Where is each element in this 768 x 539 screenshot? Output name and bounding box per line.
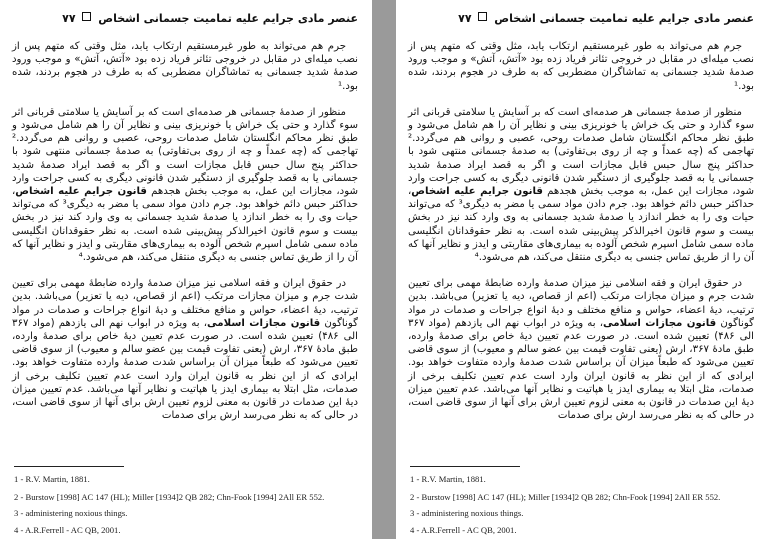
- page-number: ۷۷: [458, 12, 472, 25]
- paragraph-2-tail: ، حداکثر حبس دائم خواهد بود. جرم دادن مواد سمی یا مضر به دیگری³ که می‌تواند حیات وی را به خطر اندازد یا صدمهٔ شدید جسمانی به وی وارد کند نیز در بخش بیست و سوم قانون اخیرالذکر پیش‌بینی شده است. به نظر حقوقدانان انگلیسی ماده سمی شامل اسپرم شخص آلوده به بیماری‌های مقاربتی و ایدز و نظایر آنها که آن را از طریق تماس جنسی به دیگری منتقل می‌کند، هم می‌شود.⁴: [408, 186, 754, 264]
- footnote-1: 1 - R.V. Martin, 1881.: [14, 474, 90, 484]
- law-title-bold: قانون مجازات اسلامی: [603, 317, 717, 329]
- square-ornament-icon: [478, 12, 487, 21]
- law-title-bold: قانون جرایم علیه اشخاص: [15, 186, 147, 198]
- paragraph-1: جرم هم می‌تواند به طور غیرمستقیم ارتکاب یابد، مثل وقتی که متهم پس از نصب میله‌ای در مقابل در خروجی تئاتر فریاد زده بود «آتش، آتش» و موجب ورود صدمهٔ شدید جسمانی به تماشاگران مضطربی که به طرف در هجوم بردند، شده بود.¹: [12, 41, 358, 92]
- page-right: [396, 0, 768, 539]
- paragraph-2-text: منظور از صدمهٔ جسمانی هر صدمه‌ای است که بر آسایش یا سلامتی قربانی اثر سوء گذارد و حتی یک خراش یا خونریزی بینی و نظایر آن را هم شامل می‌شود و طبق نظر محاکم انگلستان شامل صدمات روحی، عصبی و روانی هم می‌گردد.² تهاجمی که (چه عمداً و چه از روی بی‌تفاوتی) به صدمهٔ جسمانی منتهی شود با حداکثر پنج سال حبس قابل مجازات است و اگر به قصد ایراد صدمهٔ شدید جسمانی یا به قصد جلوگیری از دستگیر شدن قانونی دیگری به کسی جراحت وارد شود، مجازات این عمل، به موجب بخش هجدهم: [12, 106, 358, 198]
- footnote-4: 4 - A.R.Ferrell - AC QB, 2001.: [14, 525, 121, 535]
- page-body: [408, 40, 754, 435]
- law-title-bold: قانون جرایم علیه اشخاص: [411, 186, 543, 198]
- paragraph-2: [408, 106, 754, 264]
- paragraph-3: [12, 277, 358, 422]
- page-body: [12, 40, 358, 435]
- footnote-separator: [14, 466, 124, 467]
- header-title: عنصر مادی جرایم علیه تمامیت جسمانی اشخاص: [98, 12, 358, 25]
- footnote-1: 1 - R.V. Martin, 1881.: [410, 474, 486, 484]
- footnote-3: 3 - administering noxious things.: [410, 508, 524, 518]
- page-left: [0, 0, 372, 539]
- paragraph-3-text: در حقوق ایران و فقه اسلامی نیز میزان صدمهٔ وارده ضابطهٔ مهمی برای تعیین شدت جرم و میزان مجازات مرتکب (اعم از قصاص، دیه یا تعزیر) می‌باشد. بدین ترتیب، دیهٔ اعضاء، حواس و منافع مختلف و دیهٔ انواع جراحات و صدمات در مواد گوناگون: [12, 278, 358, 329]
- paragraph-3-tail: ، به ویژه در ابواب نهم الی یازدهم (مواد ۳۶۷ الی ۴۸۶) تعیین شده است. در صورت عدم تعیین دیهٔ خاص برای صدمهٔ وارده، طبق مادهٔ ۳۶۷، ارش (یعنی تفاوت قیمت بین عضو سالم و معیوب) از سوی قاضی تعیین می‌شود که طبعاً میزان آن براساس شدت صدمهٔ وارده متفاوت خواهد بود. ایرادی که از این نظر به قانون ایران وارد است عدم تعیین تکلیف برخی از صدمات، مثل ابتلا به بیماری ایدز یا هپاتیت و نظایر آنها می‌باشد. عدم تعیین میزان دیهٔ این صدمات در قانون به معنی لزوم تعیین ارش برای آنها از سوی قاضی است، در حالی که به نظر می‌رسد ارش برای صدمات: [408, 317, 754, 422]
- footnote-2: 2 - Burstow [1998] AC 147 (HL); Miller [1934]2 QB 282; Chn-Fook [1994] 2All ER 552.: [14, 492, 325, 502]
- paragraph-1: جرم هم می‌تواند به طور غیرمستقیم ارتکاب یابد، مثل وقتی که متهم پس از نصب میله‌ای در مقابل در خروجی تئاتر فریاد زده بود «آتش، آتش» و موجب ورود صدمهٔ شدید جسمانی به تماشاگران مضطربی که به طرف در هجوم بردند، شده بود.¹: [408, 41, 754, 92]
- footnote-2: 2 - Burstow [1998] AC 147 (HL); Miller [1934]2 QB 282; Chn-Fook [1994] 2All ER 552.: [410, 492, 721, 502]
- footnote-4: 4 - A.R.Ferrell - AC QB, 2001.: [410, 525, 517, 535]
- page-number: ۷۷: [62, 12, 76, 25]
- footnote-separator: [410, 466, 520, 467]
- square-ornament-icon: [82, 12, 91, 21]
- footnote-3: 3 - administering noxious things.: [14, 508, 128, 518]
- paragraph-2-tail: ، حداکثر حبس دائم خواهد بود. جرم دادن مواد سمی یا مضر به دیگری³ که می‌تواند حیات وی را به خطر اندازد یا صدمهٔ شدید جسمانی به وی وارد کند نیز در بخش بیست و سوم قانون اخیرالذکر پیش‌بینی شده است. به نظر حقوقدانان انگلیسی ماده سمی شامل اسپرم شخص آلوده به بیماری‌های مقاربتی و ایدز و نظایر آنها که آن را از طریق تماس جنسی به دیگری منتقل می‌کند، هم می‌شود.⁴: [12, 186, 358, 264]
- running-header: [410, 12, 754, 28]
- paragraph-3-text: در حقوق ایران و فقه اسلامی نیز میزان صدمهٔ وارده ضابطهٔ مهمی برای تعیین شدت جرم و میزان مجازات مرتکب (اعم از قصاص، دیه یا تعزیر) می‌باشد. بدین ترتیب، دیهٔ اعضاء، حواس و منافع مختلف و دیهٔ انواع جراحات و صدمات در مواد گوناگون: [408, 278, 754, 329]
- paragraph-3-tail: ، به ویژه در ابواب نهم الی یازدهم (مواد ۳۶۷ الی ۴۸۶) تعیین شده است. در صورت عدم تعیین دیهٔ خاص برای صدمهٔ وارده، طبق مادهٔ ۳۶۷، ارش (یعنی تفاوت قیمت بین عضو سالم و معیوب) از سوی قاضی تعیین می‌شود که طبعاً میزان آن براساس شدت صدمهٔ وارده متفاوت خواهد بود. ایرادی که از این نظر به قانون ایران وارد است عدم تعیین تکلیف برخی از صدمات، مثل ابتلا به بیماری ایدز یا هپاتیت و نظایر آنها می‌باشد. عدم تعیین میزان دیهٔ این صدمات در قانون به معنی لزوم تعیین ارش برای آنها از سوی قاضی است، در حالی که به نظر می‌رسد ارش برای صدمات: [12, 317, 358, 422]
- paragraph-2: [12, 106, 358, 264]
- paragraph-2-text: منظور از صدمهٔ جسمانی هر صدمه‌ای است که بر آسایش یا سلامتی قربانی اثر سوء گذارد و حتی یک خراش یا خونریزی بینی و نظایر آن را هم شامل می‌شود و طبق نظر محاکم انگلستان شامل صدمات روحی، عصبی و روانی هم می‌گردد.² تهاجمی که (چه عمداً و چه از روی بی‌تفاوتی) به صدمهٔ جسمانی منتهی شود با حداکثر پنج سال حبس قابل مجازات است و اگر به قصد ایراد صدمهٔ شدید جسمانی یا به قصد جلوگیری از دستگیر شدن قانونی دیگری به کسی جراحت وارد شود، مجازات این عمل، به موجب بخش هجدهم: [408, 106, 754, 198]
- law-title-bold: قانون مجازات اسلامی: [207, 317, 321, 329]
- paragraph-3: [408, 277, 754, 422]
- running-header: [14, 12, 358, 28]
- header-title: عنصر مادی جرایم علیه تمامیت جسمانی اشخاص: [494, 12, 754, 25]
